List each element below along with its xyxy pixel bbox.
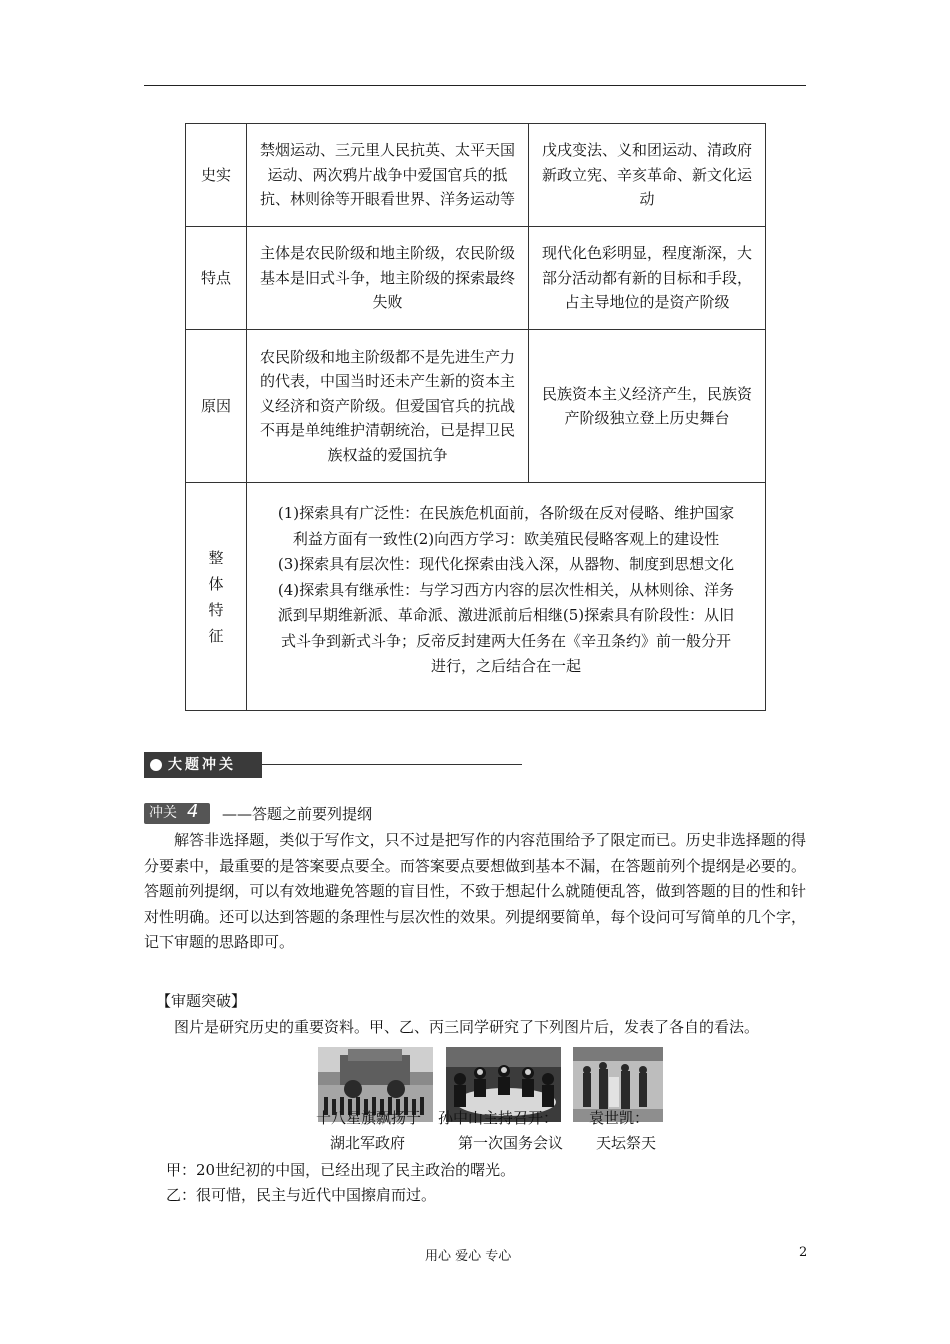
- text-line: (1)探索具有广泛性：在民族危机面前，各阶级在反对侵略、维护国家: [277, 504, 735, 522]
- text-line: (4)探索具有继承性：与学习西方内容的层次性相关，从林则徐、洋务: [277, 580, 735, 599]
- label-char: 特: [208, 600, 224, 619]
- label-char: 征: [208, 626, 224, 645]
- text-line: 进行，之后结合在一起: [430, 657, 581, 675]
- right-cell: 现代化色彩明显，程度渐深，大部分活动都有新的目标和手段，占主导地位的是资产阶级: [529, 227, 766, 330]
- challenge-subtitle: ——答题之前要列提纲: [222, 805, 373, 823]
- left-cell: 农民阶级和地主阶级都不是先进生产力的代表，中国当时还未产生新的资本主义经济和资产阶级。但爱国官兵的抗战不再是单纯维护清朝统治，已是捍卫民族权益的爱国抗争: [247, 330, 529, 483]
- challenge-number: 4: [187, 801, 199, 822]
- table-row: [186, 483, 766, 711]
- question-text: 图片是研究历史的重要资料。甲、乙、丙三同学研究了下列图片后，发表了各自的看法。: [174, 1018, 760, 1036]
- row-label: 原因: [186, 330, 247, 483]
- label-char: 整: [208, 548, 224, 567]
- row-label: 特点: [186, 227, 247, 330]
- caption-text: 天坛祭天: [596, 1134, 657, 1152]
- opinion-yi: 乙：很可惜，民主与近代中国擦肩而过。: [166, 1186, 437, 1204]
- text-line: 利益方面有一致性(2)向西方学习：欧美殖民侵略客观上的建设性: [292, 529, 720, 548]
- right-cell: 民族资本主义经济产生，民族资产阶级独立登上历史舞台: [529, 330, 766, 483]
- text-line: (3)探索具有层次性：现代化探索由浅入深，从器物、制度到思想文化: [277, 555, 735, 573]
- caption-text: 湖北军政府: [330, 1134, 406, 1152]
- whole-features-cell: [247, 483, 766, 711]
- section-rule: [262, 764, 522, 765]
- breakthrough-heading: 【审题突破】: [156, 992, 247, 1010]
- row-label-whole: [186, 483, 247, 711]
- row-label: 史实: [186, 124, 247, 227]
- table-row: [186, 330, 766, 483]
- photo-captions: [316, 1106, 676, 1156]
- caption-line: [316, 1106, 676, 1131]
- challenge-badge: [144, 803, 210, 824]
- left-cell: 主体是农民阶级和地主阶级，农民阶级基本是旧式斗争，地主阶级的探索最终失败: [247, 227, 529, 330]
- text-line: 式斗争到新式斗争；反帝反封建两大任务在《辛丑条约》前一般分开: [280, 631, 731, 650]
- summary-table: [185, 123, 766, 711]
- section-badge: [144, 752, 262, 778]
- vertical-label: [207, 545, 225, 649]
- label-char: 体: [208, 574, 224, 593]
- challenge-label: 冲关: [149, 805, 177, 821]
- caption-text: 第一次国务会议: [458, 1134, 564, 1152]
- table-row: [186, 124, 766, 227]
- section-header: [144, 752, 522, 778]
- caption-text: 十八星旗飘扬于: [316, 1109, 422, 1127]
- header-rule: [144, 85, 806, 86]
- right-cell: 戊戌变法、义和团运动、清政府新政立宪、辛亥革命、新文化运动: [529, 124, 766, 227]
- opinion-jia: 甲：20世纪初的中国，已经出现了民主政治的曙光。: [166, 1161, 516, 1179]
- caption-text: 袁世凯：: [589, 1109, 650, 1127]
- left-cell: 禁烟运动、三元里人民抗英、太平天国运动、两次鸦片战争中爱国官兵的抵抗、林则徐等开眼看世界、洋务运动等: [247, 124, 529, 227]
- text-line: 派到早期维新派、革命派、激进派前后相继(5)探索具有阶段性：从旧: [277, 606, 735, 624]
- table-row: [186, 227, 766, 330]
- caption-text: 孙中山主持召开：: [438, 1109, 559, 1127]
- caption-line: [316, 1131, 676, 1156]
- intro-paragraph: 解答非选择题，类似于写作文，只不过是把写作的内容范围给予了限定而已。历史非选择题的得分要素中，最重要的是答案要点要全。而答案要点要想做到基本不漏，在答题前列个提纲是必要的。答题前列提纲，可以有效地避免答题的盲目性，不致于想起什么就随便乱答，做到答题的目的性和针对性明确。还可以达到答题的条理性与层次性的效果。列提纲要简单，每个设问可写简单的几个字，记下审题的思路即可。: [144, 831, 806, 952]
- footer-slogan: 用心 爱心 专心: [425, 1249, 512, 1264]
- section-title: 大题冲关: [168, 757, 236, 773]
- bullet-icon: [150, 759, 162, 771]
- page-number: 2: [799, 1245, 808, 1260]
